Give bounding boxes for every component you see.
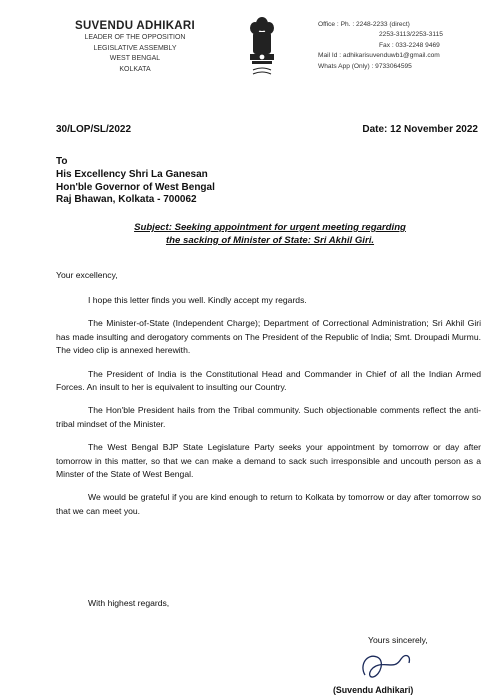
signer-name: (Suvendu Adhikari) <box>333 685 414 695</box>
letterhead-line: KOLKATA <box>119 65 151 73</box>
letterhead-contacts <box>318 20 496 72</box>
letterhead-line: LEADER OF THE OPPOSITION <box>84 34 186 41</box>
body-paragraph: I hope this letter finds you well. Kindly accept my regards. <box>88 295 307 305</box>
contact-phone-alt: 2253-3113/2253-3115 <box>379 31 443 39</box>
body-paragraph: The President of India is the Constitutional Head and Commander in Chief of all the Indian Armed Forces. An insult to her is equivalent to insulting our Country. <box>56 368 481 393</box>
letterhead-line: WEST BENGAL <box>109 55 161 62</box>
signoff: Yours sincerely, <box>368 635 428 645</box>
addressee-line: To <box>56 156 68 167</box>
body-paragraph: The Minister-of-State (Independent Charge); Department of Correctional Administration; Sri Akhil Giri has made insulting and derogatory comments on The President of the Republic of India; Smt. Droupadi Murmu. The video clip is annexed herewith. <box>56 318 481 356</box>
salutation: Your excellency, <box>56 270 118 280</box>
addressee-line: Raj Bhawan, Kolkata - 700062 <box>56 194 197 206</box>
signature-image <box>355 645 415 685</box>
national-emblem-icon <box>247 14 277 80</box>
reference-number: 30/LOP/SL/2022 <box>56 124 132 135</box>
body-paragraph: The Hon'ble President hails from the Tribal community. Such objectionable comments reflect the anti-tribal mindset of the Minister. <box>56 405 481 429</box>
letter-date: Date: 12 November 2022 <box>362 124 478 135</box>
addressee-line: Hon'ble Governor of West Bengal <box>56 181 215 193</box>
body-paragraph: The West Bengal BJP State Legislature Party seeks your appointment by tomorrow or day after tomorrow in this matter, so that we can make a demand to sack such irresponsible and uncouth person as a Minster of the State of West Bengal. <box>56 442 481 480</box>
subject-text: the sacking of Minister of State: Sri Akhil Giri. <box>165 234 375 246</box>
closing: With highest regards, <box>88 598 170 608</box>
letter-body <box>56 294 481 528</box>
subject-text: Subject: Seeking appointment for urgent meeting regarding <box>134 222 406 233</box>
contact-office-phone: Office : Ph. : 2248-2233 (direct) <box>318 21 410 28</box>
letterhead-line: LEGISLATIVE ASSEMBLY <box>93 44 177 52</box>
contact-mail: Mail Id : adhikarisuvenduwb1@gmail.com <box>318 52 440 60</box>
letterhead-name: SUVENDU ADHIKARI <box>74 20 196 32</box>
addressee-line: His Excellency Shri La Ganesan <box>56 168 208 180</box>
letterhead-left <box>60 20 210 75</box>
body-paragraph: We would be grateful if you are kind enough to return to Kolkata by tomorrow or day after tomorrow so that we can meet you. <box>56 492 481 516</box>
contact-fax: Fax : 033-2248 9469 <box>379 41 440 49</box>
subject-line <box>60 222 480 247</box>
contact-whatsapp: Whats App (Only) : 9733064595 <box>318 62 412 70</box>
addressee-block <box>56 156 215 207</box>
